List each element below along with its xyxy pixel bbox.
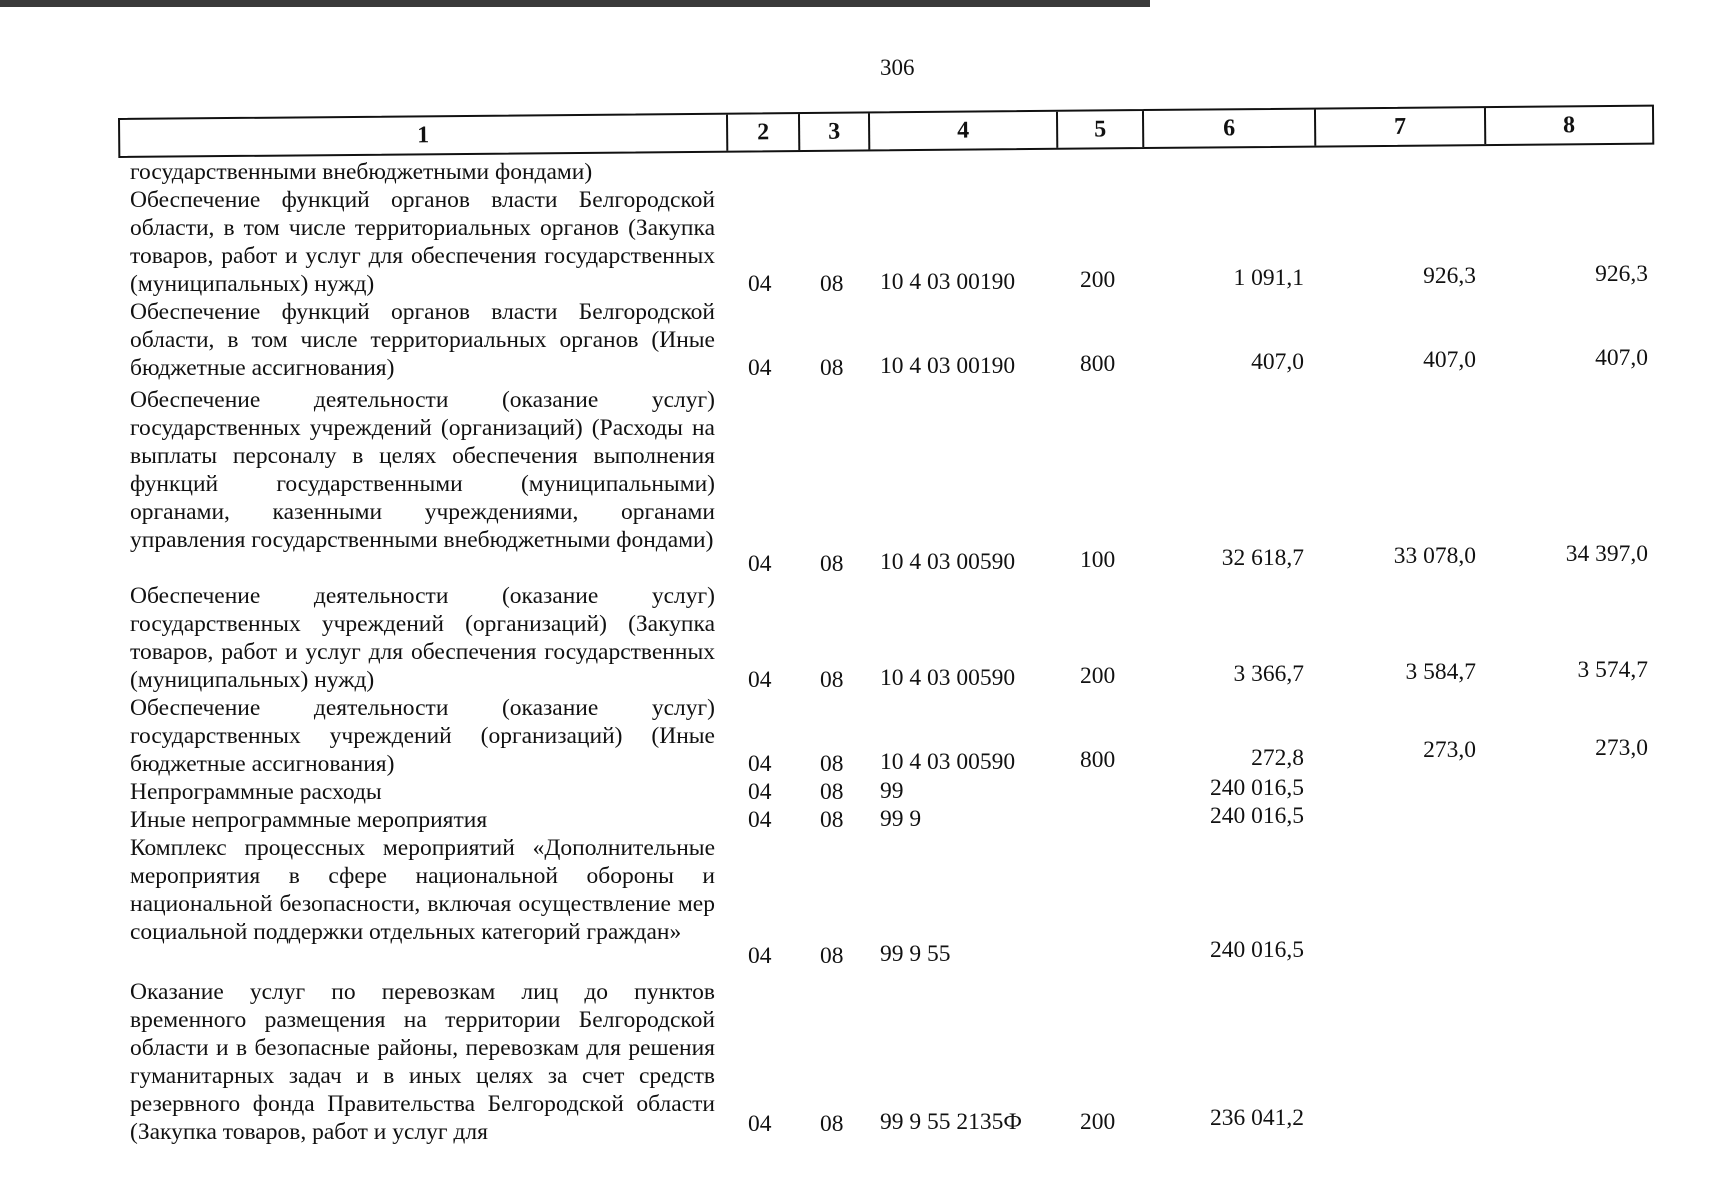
cell-subsection: 08 (820, 1111, 844, 1137)
cell-expense-type: 200 (1080, 267, 1116, 293)
cell-section: 04 (748, 551, 772, 577)
row-description: Обеспечение деятельности (оказание услуг) государственных учреждений (организаций) (Иные бюджетные ассигнования) (130, 695, 715, 777)
cell-subsection: 08 (820, 667, 844, 693)
cell-amount-1: 240 016,5 (1210, 775, 1304, 801)
cell-amount-2: 33 078,0 (1393, 543, 1476, 569)
cell-section: 04 (748, 807, 772, 833)
table-header (118, 105, 1654, 158)
cell-amount-3: 273,0 (1595, 735, 1648, 761)
cell-amount-3: 34 397,0 (1565, 541, 1648, 567)
header-col-4: 4 (870, 112, 1058, 150)
cell-target-article: 99 9 55 2135Ф (880, 1109, 1022, 1135)
cell-expense-type: 200 (1080, 663, 1116, 689)
cell-amount-2: 407,0 (1423, 347, 1476, 373)
cell-section: 04 (748, 355, 772, 381)
row-description: государственными внебюджетными фондами) (130, 159, 593, 185)
page-number: 306 (880, 55, 915, 80)
header-col-3: 3 (800, 113, 870, 150)
cell-subsection: 08 (820, 271, 844, 297)
header-col-1: 1 (120, 115, 728, 156)
cell-section: 04 (748, 779, 772, 805)
row-description: Обеспечение функций органов власти Белгородской области, в том числе территориальных органов (Иные бюджетные ассигнования) (130, 299, 715, 381)
cell-section: 04 (748, 667, 772, 693)
row-description: Комплекс процессных мероприятий «Дополнительные мероприятия в сфере национальной обороны и национальной безопасности, включая осуществление мер социальной поддержки отдельных категорий граждан» (130, 835, 715, 945)
cell-target-article: 10 4 03 00590 (880, 749, 1016, 775)
cell-amount-3: 926,3 (1595, 261, 1648, 287)
row-description: Иные непрограммные мероприятия (130, 807, 488, 833)
cell-target-article: 10 4 03 00590 (880, 665, 1016, 691)
cell-target-article: 10 4 03 00590 (880, 549, 1016, 575)
cell-expense-type: 200 (1080, 1109, 1116, 1135)
cell-section: 04 (748, 751, 772, 777)
cell-amount-3: 407,0 (1595, 345, 1648, 371)
row-description: Обеспечение деятельности (оказание услуг) государственных учреждений (организаций) (Закупка товаров, работ и услуг для обеспечения государственных (муниципальных) нужд) (130, 583, 715, 693)
header-col-7: 7 (1316, 108, 1486, 145)
cell-subsection: 08 (820, 807, 844, 833)
cell-target-article: 99 (880, 778, 904, 804)
cell-section: 04 (748, 943, 772, 969)
cell-amount-3: 3 574,7 (1577, 657, 1648, 683)
cell-subsection: 08 (820, 943, 844, 969)
cell-expense-type: 800 (1080, 747, 1116, 773)
row-description: Обеспечение функций органов власти Белгородской области, в том числе территориальных органов (Закупка товаров, работ и услуг для обеспечения государственных (муниципальных) нужд) (130, 187, 715, 297)
cell-amount-1: 240 016,5 (1210, 937, 1304, 963)
cell-amount-1: 240 016,5 (1210, 803, 1304, 829)
cell-amount-1: 3 366,7 (1233, 661, 1304, 687)
cell-subsection: 08 (820, 551, 844, 577)
cell-amount-1: 407,0 (1251, 349, 1304, 375)
cell-target-article: 99 9 55 (880, 941, 951, 967)
cell-subsection: 08 (820, 355, 844, 381)
cell-expense-type: 100 (1080, 547, 1116, 573)
cell-amount-1: 1 091,1 (1233, 265, 1304, 291)
cell-subsection: 08 (820, 751, 844, 777)
header-col-2: 2 (728, 114, 800, 151)
cell-section: 04 (748, 1111, 772, 1137)
cell-expense-type: 800 (1080, 351, 1116, 377)
cell-amount-1: 272,8 (1251, 745, 1304, 771)
row-description: Непрограммные расходы (130, 779, 382, 805)
cell-target-article: 10 4 03 00190 (880, 269, 1016, 295)
cell-section: 04 (748, 271, 772, 297)
cell-amount-1: 236 041,2 (1210, 1105, 1304, 1131)
header-col-8: 8 (1563, 112, 1576, 139)
cell-amount-1: 32 618,7 (1221, 545, 1304, 571)
cell-target-article: 99 9 (880, 806, 922, 832)
cell-amount-2: 273,0 (1423, 737, 1476, 763)
cell-amount-2: 926,3 (1423, 263, 1476, 289)
row-description: Оказание услуг по перевозкам лиц до пунктов временного размещения на территории Белгородской области и в безопасные районы, перевозкам для решения гуманитарных задач и в иных целях за счет средств резервного фонда Правительства Белгородской области (Закупка товаров, работ и услуг для (130, 979, 715, 1145)
cell-subsection: 08 (820, 779, 844, 805)
row-description: Обеспечение деятельности (оказание услуг) государственных учреждений (организаций) (Расходы на выплаты персоналу в целях обеспечения выполнения функций государственными (муниципальными) органами, казенными учреждениями, органами управления государственными внебюджетными фондами) (130, 387, 715, 553)
header-col-5: 5 (1058, 111, 1144, 148)
scan-top-edge (0, 0, 1150, 7)
header-col-6: 6 (1144, 110, 1316, 147)
cell-amount-2: 3 584,7 (1405, 659, 1476, 685)
cell-target-article: 10 4 03 00190 (880, 353, 1016, 379)
